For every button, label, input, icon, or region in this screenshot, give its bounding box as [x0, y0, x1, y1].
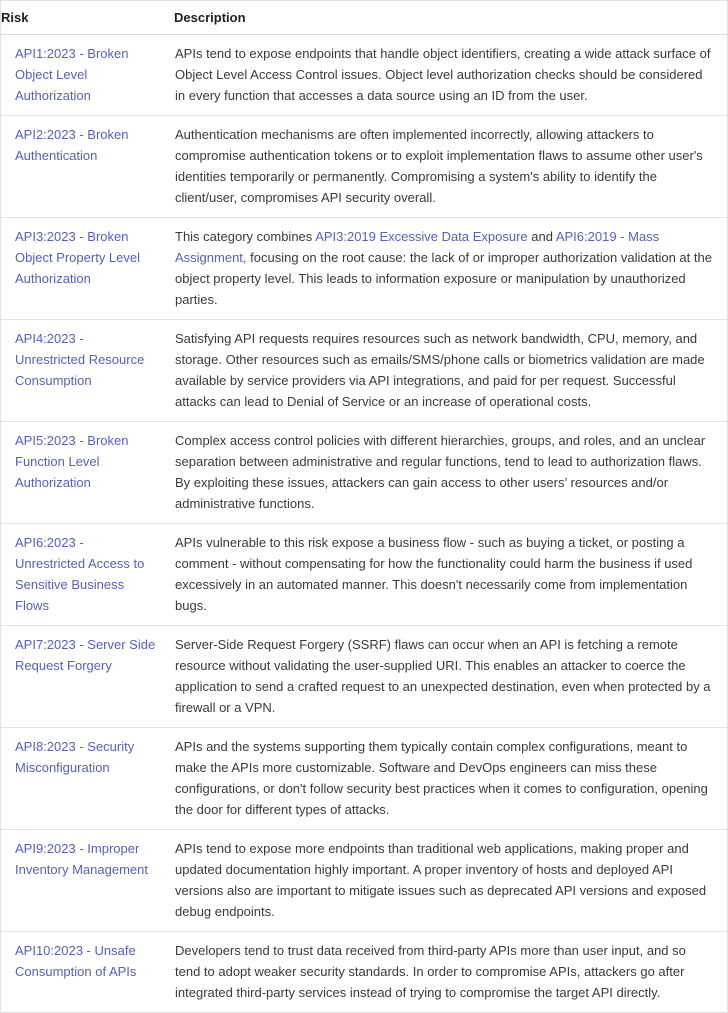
description-cell — [174, 524, 728, 626]
risk-link[interactable]: API1:2023 - Broken Object Level Authorization — [15, 46, 129, 103]
description-text: Complex access control policies with different hierarchies, groups, and roles, and an unclear separation between administrative and regular functions, tend to lead to authorization flaws. By exploiting these issues, attackers can gain access to other users’ resources and/or administrative functions. — [175, 433, 706, 511]
risk-link[interactable]: API5:2023 - Broken Function Level Authorization — [15, 433, 129, 490]
risk-cell — [1, 218, 175, 320]
description-text: Authentication mechanisms are often implemented incorrectly, allowing attackers to compromise authentication tokens or to exploit implementation flaws to assume other user's identities temporarily or permanently. Compromising a system's ability to identify the client/user, compromises API security overall. — [175, 127, 703, 205]
inline-link[interactable]: API3:2019 Excessive Data Exposure — [315, 229, 528, 244]
description-cell — [174, 932, 728, 1013]
description-text: Server-Side Request Forgery (SSRF) flaws can occur when an API is fetching a remote resource without validating the user-supplied URI. This enables an attacker to coerce the application to send a crafted request to an unexpected destination, even when protected by a firewall or a VPN. — [175, 637, 711, 715]
risk-link[interactable]: API8:2023 - Security Misconfiguration — [15, 739, 135, 775]
risk-cell — [1, 728, 175, 830]
table-row — [1, 626, 728, 728]
risk-cell — [1, 830, 175, 932]
description-cell — [174, 422, 728, 524]
description-text: focusing on the root cause: the lack of or improper authorization validation at the object property level. This leads to information exposure or manipulation by unauthorized parties. — [175, 250, 712, 307]
risk-cell — [1, 116, 175, 218]
table-row — [1, 830, 728, 932]
risk-cell — [1, 626, 175, 728]
table-body — [1, 35, 728, 1013]
table-header — [1, 1, 728, 35]
description-cell — [174, 35, 728, 116]
risk-link[interactable]: API6:2023 - Unrestricted Access to Sensitive Business Flows — [15, 535, 145, 613]
description-text: APIs and the systems supporting them typically contain complex configurations, meant to make the APIs more customizable. Software and DevOps engineers can miss these configurations, or don't follow security best practices when it comes to configuration, opening the door for different types of attacks. — [175, 739, 708, 817]
description-text: Developers tend to trust data received from third-party APIs more than user input, and so tend to adopt weaker security standards. In order to compromise APIs, attackers go after integrated third-party services instead of trying to compromise the target API directly. — [175, 943, 686, 1000]
risk-link[interactable]: API7:2023 - Server Side Request Forgery — [15, 637, 156, 673]
table-row — [1, 524, 728, 626]
risk-cell — [1, 524, 175, 626]
table-row — [1, 422, 728, 524]
risk-link[interactable]: API4:2023 - Unrestricted Resource Consumption — [15, 331, 145, 388]
table-row — [1, 932, 728, 1013]
description-cell — [174, 116, 728, 218]
risk-cell — [1, 320, 175, 422]
inline-link[interactable]: API6:2019 - Mass Assignment, — [175, 229, 660, 265]
risk-link[interactable]: API3:2023 - Broken Object Property Level Authorization — [15, 229, 141, 286]
description-text: APIs vulnerable to this risk expose a business flow - such as buying a ticket, or posting a comment - without compensating for how the functionality could harm the business if used excessively in an automated manner. This doesn't necessarily come from implementation bugs. — [175, 535, 693, 613]
description-text: and — [527, 229, 556, 244]
table-row — [1, 728, 728, 830]
risk-cell — [1, 35, 175, 116]
description-text: APIs tend to expose endpoints that handle object identifiers, creating a wide attack surface of Object Level Access Control issues. Object level authorization checks should be considered in every function that accesses a data source using an ID from the user. — [175, 46, 711, 103]
header-row — [1, 1, 728, 35]
risk-link[interactable]: API2:2023 - Broken Authentication — [15, 127, 129, 163]
description-text: APIs tend to expose more endpoints than traditional web applications, making proper and updated documentation highly important. A proper inventory of hosts and deployed API versions also are important to mitigate issues such as deprecated API versions and exposed debug endpoints. — [175, 841, 707, 919]
table-row — [1, 218, 728, 320]
risk-link[interactable]: API10:2023 - Unsafe Consumption of APIs — [15, 943, 137, 979]
risk-link[interactable]: API9:2023 - Improper Inventory Management — [15, 841, 148, 877]
description-cell — [174, 320, 728, 422]
table-row — [1, 35, 728, 116]
column-header-risk: Risk — [1, 1, 175, 35]
column-header-description: Description — [174, 1, 728, 35]
description-cell — [174, 218, 728, 320]
table-row — [1, 320, 728, 422]
table-row — [1, 116, 728, 218]
description-text: This category combines — [175, 229, 316, 244]
description-cell — [174, 830, 728, 932]
description-text: Satisfying API requests requires resources such as network bandwidth, CPU, memory, and storage. Other resources such as emails/SMS/phone calls or biometrics validation are made available by service providers via API integrations, and paid for per request. Successful attacks can lead to Denial of Service or an increase of operational costs. — [175, 331, 705, 409]
risk-cell — [1, 932, 175, 1013]
risk-cell — [1, 422, 175, 524]
description-cell — [174, 728, 728, 830]
description-cell — [174, 626, 728, 728]
